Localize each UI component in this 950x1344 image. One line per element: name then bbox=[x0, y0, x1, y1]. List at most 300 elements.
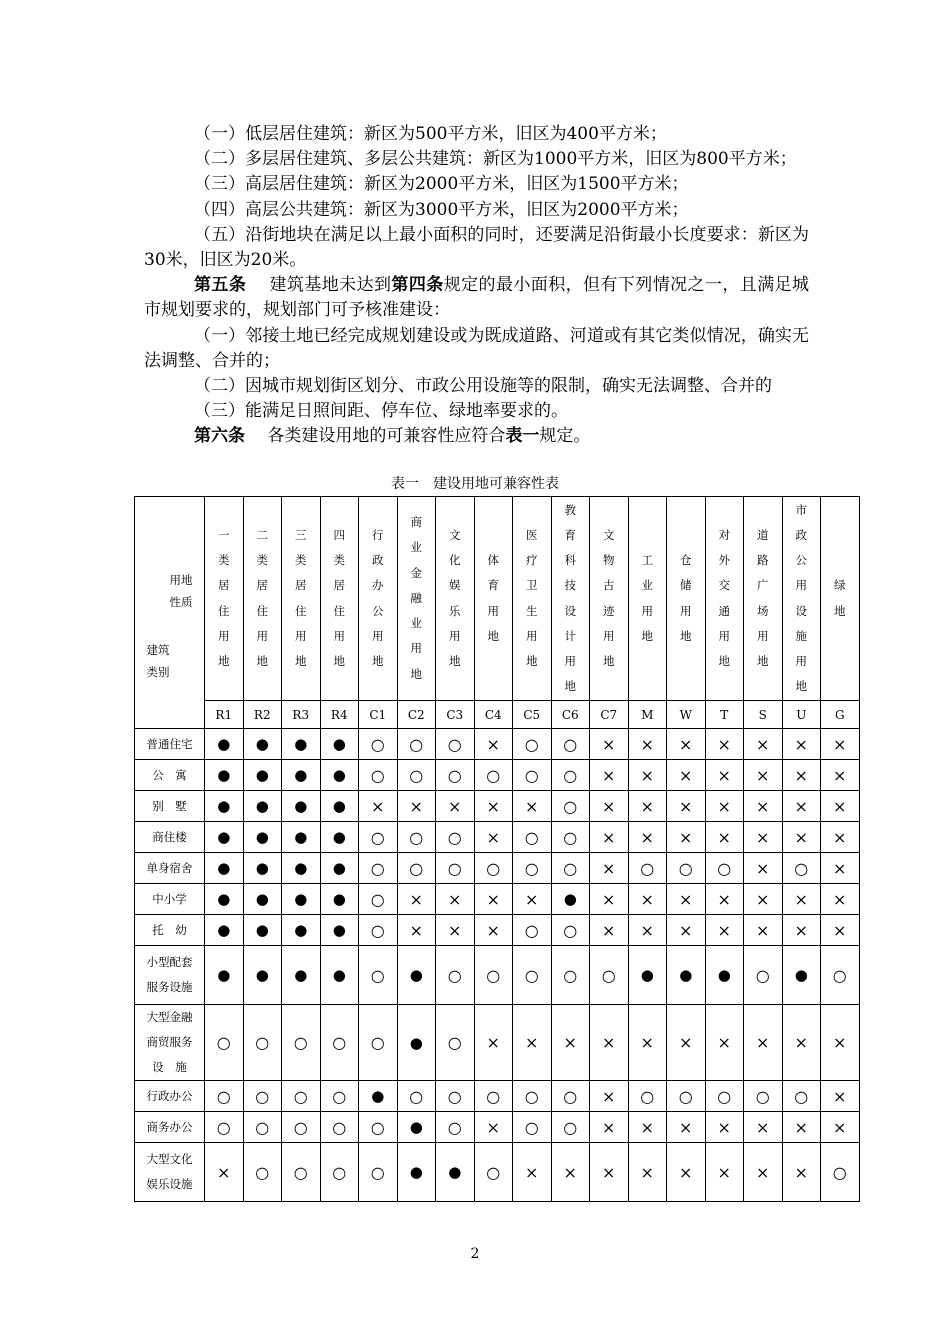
incompatible-mark: × bbox=[821, 853, 860, 884]
compatibility-table bbox=[134, 496, 860, 1202]
column-code: C3 bbox=[436, 701, 475, 729]
column-code: R2 bbox=[243, 701, 282, 729]
compatible-mark: ● bbox=[243, 791, 282, 822]
column-code: R4 bbox=[320, 701, 359, 729]
incompatible-mark: × bbox=[782, 822, 821, 853]
incompatible-mark: × bbox=[744, 791, 783, 822]
paragraph bbox=[144, 273, 809, 323]
conditional-mark: ○ bbox=[282, 1112, 321, 1143]
row-label bbox=[135, 760, 205, 791]
column-header bbox=[359, 497, 398, 701]
incompatible-mark: × bbox=[782, 1005, 821, 1081]
compatible-mark: ● bbox=[282, 760, 321, 791]
bold-run: 表一 bbox=[505, 426, 540, 447]
incompatible-mark: × bbox=[590, 1143, 629, 1202]
bold-run: 第四条 bbox=[391, 275, 444, 296]
incompatible-mark: × bbox=[705, 822, 744, 853]
compatible-mark: ● bbox=[320, 946, 359, 1005]
incompatible-mark: × bbox=[628, 1143, 667, 1202]
paragraph bbox=[144, 198, 809, 223]
incompatible-mark: × bbox=[705, 791, 744, 822]
incompatible-mark: × bbox=[782, 1112, 821, 1143]
incompatible-mark: × bbox=[590, 884, 629, 915]
incompatible-mark: × bbox=[590, 822, 629, 853]
incompatible-mark: × bbox=[705, 760, 744, 791]
row-label bbox=[135, 1112, 205, 1143]
incompatible-mark: × bbox=[667, 1143, 706, 1202]
compatible-mark: ● bbox=[205, 853, 244, 884]
incompatible-mark: × bbox=[782, 791, 821, 822]
column-header bbox=[205, 497, 244, 701]
conditional-mark: ○ bbox=[667, 853, 706, 884]
incompatible-mark: × bbox=[667, 915, 706, 946]
incompatible-mark: × bbox=[821, 915, 860, 946]
incompatible-mark: × bbox=[590, 915, 629, 946]
compatible-mark: ● bbox=[282, 791, 321, 822]
conditional-mark: ○ bbox=[320, 1081, 359, 1112]
conditional-mark: ○ bbox=[320, 1112, 359, 1143]
table-caption: 表一 建设用地可兼容性表 bbox=[391, 476, 559, 492]
incompatible-mark: × bbox=[397, 884, 436, 915]
corner-top-label: 用地 性质 bbox=[169, 573, 193, 609]
incompatible-mark: × bbox=[628, 915, 667, 946]
compatible-mark: ● bbox=[282, 822, 321, 853]
column-name: 行政办公用地 bbox=[372, 527, 384, 668]
column-code: U bbox=[782, 701, 821, 729]
conditional-mark: ○ bbox=[359, 853, 398, 884]
column-header bbox=[821, 497, 860, 701]
text-run: （一）低层居住建筑：新区为500平方米，旧区为400平方米； bbox=[194, 124, 667, 144]
incompatible-mark: × bbox=[397, 915, 436, 946]
column-name: 二类居住用地 bbox=[256, 527, 268, 668]
incompatible-mark: × bbox=[667, 791, 706, 822]
incompatible-mark: × bbox=[821, 1112, 860, 1143]
header-row bbox=[135, 497, 860, 701]
incompatible-mark: × bbox=[474, 1112, 513, 1143]
table-row bbox=[135, 760, 860, 791]
conditional-mark: ○ bbox=[551, 915, 590, 946]
table-row bbox=[135, 1081, 860, 1112]
row-label-line: 普通住宅 bbox=[146, 736, 193, 751]
column-code: C1 bbox=[359, 701, 398, 729]
column-name: 文化娱乐用地 bbox=[449, 527, 461, 668]
incompatible-mark: × bbox=[513, 1005, 552, 1081]
column-header bbox=[744, 497, 783, 701]
incompatible-mark: × bbox=[705, 1143, 744, 1202]
incompatible-mark: × bbox=[705, 915, 744, 946]
incompatible-mark: × bbox=[744, 729, 783, 760]
compatible-mark: ● bbox=[320, 853, 359, 884]
row-label bbox=[135, 1005, 205, 1081]
column-name: 四类居住用地 bbox=[333, 527, 345, 668]
incompatible-mark: × bbox=[590, 1005, 629, 1081]
conditional-mark: ○ bbox=[205, 1112, 244, 1143]
column-name: 教育科技设计用地 bbox=[564, 502, 576, 694]
row-label-line: 别 墅 bbox=[152, 798, 187, 813]
conditional-mark: ○ bbox=[436, 822, 475, 853]
conditional-mark: ○ bbox=[551, 946, 590, 1005]
incompatible-mark: × bbox=[590, 760, 629, 791]
compatible-mark: ● bbox=[320, 760, 359, 791]
column-name: 道路广场用地 bbox=[757, 527, 769, 668]
incompatible-mark: × bbox=[821, 1005, 860, 1081]
table-row bbox=[135, 1005, 860, 1081]
incompatible-mark: × bbox=[590, 1112, 629, 1143]
column-name: 商业金融业用地 bbox=[410, 515, 422, 681]
compatible-mark: ● bbox=[205, 791, 244, 822]
incompatible-mark: × bbox=[436, 791, 475, 822]
table-row bbox=[135, 853, 860, 884]
compatible-mark: ● bbox=[320, 791, 359, 822]
paragraph bbox=[144, 324, 809, 374]
bold-run: 第六条 bbox=[194, 426, 245, 447]
corner-cell bbox=[135, 497, 205, 729]
conditional-mark: ○ bbox=[513, 760, 552, 791]
corner-bottom-label: 建筑 类别 bbox=[146, 643, 170, 679]
incompatible-mark: × bbox=[513, 1143, 552, 1202]
compatible-mark: ● bbox=[243, 760, 282, 791]
conditional-mark: ○ bbox=[320, 1005, 359, 1081]
incompatible-mark: × bbox=[667, 1005, 706, 1081]
compatible-mark: ● bbox=[359, 1081, 398, 1112]
incompatible-mark: × bbox=[744, 1112, 783, 1143]
row-label-line: 设 施 bbox=[152, 1060, 187, 1074]
incompatible-mark: × bbox=[821, 884, 860, 915]
incompatible-mark: × bbox=[821, 1081, 860, 1112]
column-header bbox=[320, 497, 359, 701]
incompatible-mark: × bbox=[782, 1143, 821, 1202]
conditional-mark: ○ bbox=[667, 1081, 706, 1112]
incompatible-mark: × bbox=[744, 853, 783, 884]
compatible-mark: ● bbox=[243, 915, 282, 946]
text-run: 建筑基地未达到 bbox=[246, 275, 392, 296]
column-header bbox=[474, 497, 513, 701]
column-header bbox=[436, 497, 475, 701]
compatible-mark: ● bbox=[782, 946, 821, 1005]
conditional-mark: ○ bbox=[513, 729, 552, 760]
paragraph bbox=[144, 374, 809, 399]
column-code: C6 bbox=[551, 701, 590, 729]
conditional-mark: ○ bbox=[513, 853, 552, 884]
incompatible-mark: × bbox=[782, 915, 821, 946]
conditional-mark: ○ bbox=[474, 1081, 513, 1112]
incompatible-mark: × bbox=[513, 791, 552, 822]
row-label bbox=[135, 853, 205, 884]
incompatible-mark: × bbox=[397, 791, 436, 822]
column-name: 医疗卫生用地 bbox=[526, 527, 538, 668]
compatible-mark: ● bbox=[205, 946, 244, 1005]
column-name: 绿地 bbox=[834, 578, 846, 618]
incompatible-mark: × bbox=[667, 884, 706, 915]
incompatible-mark: × bbox=[667, 729, 706, 760]
column-header bbox=[667, 497, 706, 701]
incompatible-mark: × bbox=[474, 1005, 513, 1081]
incompatible-mark: × bbox=[628, 760, 667, 791]
paragraph bbox=[144, 147, 809, 172]
conditional-mark: ○ bbox=[551, 760, 590, 791]
code-row bbox=[135, 701, 860, 729]
incompatible-mark: × bbox=[436, 884, 475, 915]
conditional-mark: ○ bbox=[320, 1143, 359, 1202]
text-run: （三）高层居住建筑：新区为2000平方米，旧区为1500平方米； bbox=[194, 174, 689, 195]
row-label bbox=[135, 946, 205, 1005]
conditional-mark: ○ bbox=[474, 853, 513, 884]
incompatible-mark: × bbox=[744, 884, 783, 915]
compatible-mark: ● bbox=[397, 946, 436, 1005]
conditional-mark: ○ bbox=[513, 1112, 552, 1143]
incompatible-mark: × bbox=[474, 915, 513, 946]
conditional-mark: ○ bbox=[359, 760, 398, 791]
compatible-mark: ● bbox=[243, 946, 282, 1005]
conditional-mark: ○ bbox=[551, 1112, 590, 1143]
row-label-line: 小型配套 bbox=[146, 955, 193, 969]
compatible-mark: ● bbox=[436, 1143, 475, 1202]
incompatible-mark: × bbox=[474, 822, 513, 853]
conditional-mark: ○ bbox=[359, 915, 398, 946]
compatible-mark: ● bbox=[282, 884, 321, 915]
conditional-mark: ○ bbox=[821, 946, 860, 1005]
column-header bbox=[705, 497, 744, 701]
column-code: C5 bbox=[513, 701, 552, 729]
row-label-line: 娱乐设施 bbox=[146, 1177, 193, 1191]
conditional-mark: ○ bbox=[513, 1081, 552, 1112]
conditional-mark: ○ bbox=[359, 884, 398, 915]
conditional-mark: ○ bbox=[397, 760, 436, 791]
conditional-mark: ○ bbox=[359, 1112, 398, 1143]
incompatible-mark: × bbox=[744, 822, 783, 853]
incompatible-mark: × bbox=[551, 1143, 590, 1202]
incompatible-mark: × bbox=[436, 915, 475, 946]
row-label-line: 单身宿舍 bbox=[146, 860, 193, 875]
body-text bbox=[144, 122, 809, 450]
paragraph bbox=[144, 172, 809, 197]
compatible-mark: ● bbox=[205, 915, 244, 946]
row-label-line: 大型金融 bbox=[146, 1010, 193, 1024]
row-label-line: 行政办公 bbox=[146, 1088, 193, 1103]
conditional-mark: ○ bbox=[474, 760, 513, 791]
table-row bbox=[135, 1143, 860, 1202]
conditional-mark: ○ bbox=[744, 1081, 783, 1112]
compatible-mark: ● bbox=[243, 853, 282, 884]
conditional-mark: ○ bbox=[436, 1005, 475, 1081]
compatible-mark: ● bbox=[205, 822, 244, 853]
compatible-mark: ● bbox=[282, 946, 321, 1005]
column-code: S bbox=[744, 701, 783, 729]
conditional-mark: ○ bbox=[782, 853, 821, 884]
conditional-mark: ○ bbox=[436, 729, 475, 760]
conditional-mark: ○ bbox=[782, 1081, 821, 1112]
compatible-mark: ● bbox=[282, 729, 321, 760]
compatible-mark: ● bbox=[628, 946, 667, 1005]
column-name: 工业用地 bbox=[641, 553, 653, 643]
row-label bbox=[135, 729, 205, 760]
column-name: 三类居住用地 bbox=[295, 527, 307, 668]
row-label bbox=[135, 884, 205, 915]
column-code: T bbox=[705, 701, 744, 729]
table-row bbox=[135, 1112, 860, 1143]
incompatible-mark: × bbox=[628, 1112, 667, 1143]
paragraph bbox=[144, 399, 809, 424]
conditional-mark: ○ bbox=[436, 1112, 475, 1143]
conditional-mark: ○ bbox=[359, 822, 398, 853]
compatible-mark: ● bbox=[243, 729, 282, 760]
column-code: C7 bbox=[590, 701, 629, 729]
incompatible-mark: × bbox=[782, 884, 821, 915]
row-label-line: 中小学 bbox=[152, 891, 187, 906]
text-run: （五）沿街地块在满足以上最小面积的同时，还要满足沿街最小长度要求：新区为30米，旧区为20米。 bbox=[144, 224, 809, 271]
conditional-mark: ○ bbox=[513, 822, 552, 853]
row-label-line: 商贸服务 bbox=[146, 1035, 193, 1049]
row-label-line: 公 寓 bbox=[152, 767, 187, 782]
conditional-mark: ○ bbox=[436, 1081, 475, 1112]
incompatible-mark: × bbox=[205, 1143, 244, 1202]
row-label-line: 大型文化 bbox=[146, 1152, 193, 1166]
incompatible-mark: × bbox=[782, 729, 821, 760]
conditional-mark: ○ bbox=[474, 1143, 513, 1202]
paragraph bbox=[144, 424, 809, 449]
compatible-mark: ● bbox=[320, 822, 359, 853]
column-code: W bbox=[667, 701, 706, 729]
text-run: （四）高层公共建筑：新区为3000平方米，旧区为2000平方米； bbox=[194, 199, 689, 220]
compatible-mark: ● bbox=[205, 729, 244, 760]
column-header bbox=[397, 497, 436, 701]
paragraph bbox=[144, 122, 809, 147]
conditional-mark: ○ bbox=[551, 729, 590, 760]
row-label-line: 商务办公 bbox=[146, 1119, 193, 1134]
compatible-mark: ● bbox=[397, 1005, 436, 1081]
conditional-mark: ○ bbox=[551, 822, 590, 853]
bold-run: 第五条 bbox=[194, 275, 247, 296]
incompatible-mark: × bbox=[628, 729, 667, 760]
conditional-mark: ○ bbox=[243, 1143, 282, 1202]
row-label-line: 服务设施 bbox=[146, 980, 193, 994]
row-label bbox=[135, 822, 205, 853]
column-code: C4 bbox=[474, 701, 513, 729]
conditional-mark: ○ bbox=[282, 1081, 321, 1112]
conditional-mark: ○ bbox=[744, 946, 783, 1005]
incompatible-mark: × bbox=[628, 822, 667, 853]
conditional-mark: ○ bbox=[397, 729, 436, 760]
incompatible-mark: × bbox=[474, 884, 513, 915]
incompatible-mark: × bbox=[667, 1112, 706, 1143]
row-label bbox=[135, 1143, 205, 1202]
incompatible-mark: × bbox=[628, 791, 667, 822]
row-label bbox=[135, 915, 205, 946]
column-code: R3 bbox=[282, 701, 321, 729]
incompatible-mark: × bbox=[551, 1005, 590, 1081]
row-label bbox=[135, 791, 205, 822]
conditional-mark: ○ bbox=[628, 853, 667, 884]
incompatible-mark: × bbox=[359, 791, 398, 822]
incompatible-mark: × bbox=[628, 1005, 667, 1081]
conditional-mark: ○ bbox=[436, 946, 475, 1005]
conditional-mark: ○ bbox=[628, 1081, 667, 1112]
column-header bbox=[551, 497, 590, 701]
incompatible-mark: × bbox=[744, 1005, 783, 1081]
compatible-mark: ● bbox=[205, 884, 244, 915]
text-run: （二）多层居住建筑、多层公共建筑：新区为1000平方米，旧区为800平方米； bbox=[194, 149, 797, 170]
compatible-mark: ● bbox=[397, 1143, 436, 1202]
column-name: 市政公用设施用地 bbox=[795, 502, 807, 694]
incompatible-mark: × bbox=[513, 884, 552, 915]
incompatible-mark: × bbox=[705, 884, 744, 915]
text-run: 规定。 bbox=[539, 426, 591, 447]
conditional-mark: ○ bbox=[205, 1005, 244, 1081]
table-row bbox=[135, 946, 860, 1005]
conditional-mark: ○ bbox=[705, 1081, 744, 1112]
incompatible-mark: × bbox=[474, 729, 513, 760]
incompatible-mark: × bbox=[821, 822, 860, 853]
incompatible-mark: × bbox=[744, 1143, 783, 1202]
conditional-mark: ○ bbox=[436, 853, 475, 884]
text-run: （三）能满足日照间距、停车位、绿地率要求的。 bbox=[194, 401, 568, 422]
column-name: 体育用地 bbox=[487, 553, 499, 643]
incompatible-mark: × bbox=[590, 791, 629, 822]
incompatible-mark: × bbox=[744, 915, 783, 946]
column-name: 仓储用地 bbox=[680, 553, 692, 643]
compatible-mark: ● bbox=[320, 884, 359, 915]
text-run: 规定的最小面积，但有下列情况之一，且满足城市规划要求的，规划部门可予核准建设： bbox=[144, 275, 810, 321]
incompatible-mark: × bbox=[590, 1081, 629, 1112]
column-header bbox=[282, 497, 321, 701]
incompatible-mark: × bbox=[667, 822, 706, 853]
table-row bbox=[135, 729, 860, 760]
compatible-mark: ● bbox=[282, 853, 321, 884]
incompatible-mark: × bbox=[782, 760, 821, 791]
conditional-mark: ○ bbox=[474, 946, 513, 1005]
compatible-mark: ● bbox=[551, 884, 590, 915]
compatible-mark: ● bbox=[320, 915, 359, 946]
conditional-mark: ○ bbox=[359, 1143, 398, 1202]
conditional-mark: ○ bbox=[397, 853, 436, 884]
compatible-mark: ● bbox=[243, 884, 282, 915]
compatible-mark: ● bbox=[320, 729, 359, 760]
compatible-mark: ● bbox=[667, 946, 706, 1005]
conditional-mark: ○ bbox=[551, 791, 590, 822]
row-label-line: 托 幼 bbox=[152, 922, 187, 937]
table-row bbox=[135, 822, 860, 853]
compatible-mark: ● bbox=[282, 915, 321, 946]
conditional-mark: ○ bbox=[397, 822, 436, 853]
conditional-mark: ○ bbox=[513, 915, 552, 946]
column-name: 对外交通用地 bbox=[718, 527, 730, 668]
column-code: G bbox=[821, 701, 860, 729]
incompatible-mark: × bbox=[474, 791, 513, 822]
conditional-mark: ○ bbox=[205, 1081, 244, 1112]
conditional-mark: ○ bbox=[282, 1005, 321, 1081]
column-name: 文物古迹用地 bbox=[603, 527, 615, 668]
column-code: C2 bbox=[397, 701, 436, 729]
incompatible-mark: × bbox=[821, 760, 860, 791]
incompatible-mark: × bbox=[705, 1112, 744, 1143]
conditional-mark: ○ bbox=[436, 760, 475, 791]
incompatible-mark: × bbox=[667, 760, 706, 791]
conditional-mark: ○ bbox=[551, 853, 590, 884]
column-code: M bbox=[628, 701, 667, 729]
paragraph bbox=[144, 223, 809, 273]
incompatible-mark: × bbox=[744, 760, 783, 791]
compatible-mark: ● bbox=[205, 760, 244, 791]
column-name: 一类居住用地 bbox=[218, 527, 230, 668]
column-header bbox=[782, 497, 821, 701]
conditional-mark: ○ bbox=[243, 1081, 282, 1112]
text-run: （二）因城市规划街区划分、市政公用设施等的限制，确实无法调整、合并的 bbox=[194, 376, 772, 397]
incompatible-mark: × bbox=[821, 791, 860, 822]
column-header bbox=[590, 497, 629, 701]
row-label-line: 商住楼 bbox=[152, 829, 187, 844]
conditional-mark: ○ bbox=[705, 853, 744, 884]
text-run: 各类建设用地的可兼容性应符合 bbox=[245, 426, 506, 447]
